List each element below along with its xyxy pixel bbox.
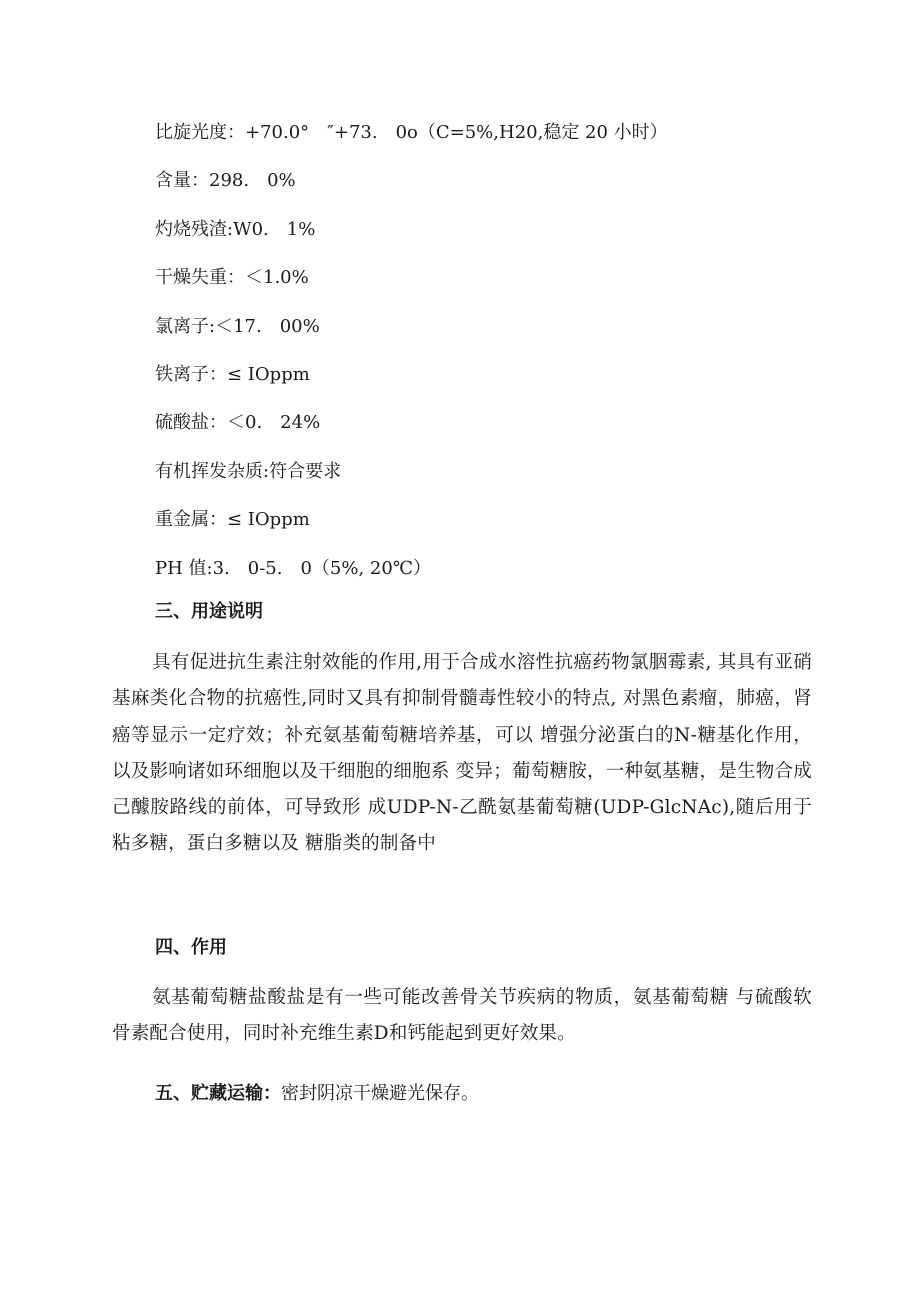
- section-heading-function: 四、作用: [155, 937, 227, 958]
- section-heading-storage: [155, 1079, 479, 1109]
- spec-specific-rotation: 比旋光度：+70.0° ″+73. 0o（C=5%,H20,稳定 20 小时）: [155, 122, 668, 143]
- section-body-function: 氨基葡萄糖盐酸盐是有一些可能改善骨关节疾病的物质，氨基葡萄糖 与硫酸软骨素配合使用，同时补充维生素D和钙能起到更好效果。: [112, 987, 812, 1045]
- storage-text: 密封阴凉干燥避光保存。: [281, 1083, 479, 1104]
- section-heading-usage: 三、用途说明: [155, 601, 263, 622]
- spec-content: 含量：298. 0%: [155, 170, 296, 192]
- spec-iron: 铁离子：≤ IOppm: [155, 363, 310, 385]
- spec-ignition-residue: 灼烧残渣:W0. 1%: [155, 218, 316, 240]
- spec-heavy-metals: 重金属：≤ IOppm: [155, 509, 310, 531]
- spec-loss-on-drying: 干燥失重：＜1.0%: [155, 267, 309, 289]
- section-body-usage: 具有促进抗生素注射效能的作用,用于合成水溶性抗癌药物氯胭霉素, 其具有亚硝基麻类化合物的抗癌性,同时又具有抑制骨髓毒性较小的特点, 对黑色素瘤，肺癌，肾癌等显示一定疗效；补充氨基葡萄糖培养基，可以 增强分泌蛋白的N-糖基化作用，以及影响诸如环细胞以及干细胞的细胞系 变异；葡萄糖胺，一种氨基糖，是生物合成己醵胺路线的前体，可导致形 成UDP-N-乙酰氨基葡萄糖(UDP-GlcNAc),随后用于粘多糖，蛋白多糖以及 糖脂类的制备中: [112, 652, 812, 855]
- spec-ph-value: PH 值:3. 0-5. 0（5%, 20℃）: [155, 557, 431, 579]
- spec-volatile-impurities: 有机挥发杂质:符合要求: [155, 460, 342, 482]
- spec-chloride: 氯离子:＜17. 00%: [155, 315, 320, 337]
- spec-list: [155, 118, 668, 602]
- storage-label: 五、贮藏运输：: [155, 1083, 281, 1104]
- spec-sulfate: 硫酸盐：＜0. 24%: [155, 412, 321, 434]
